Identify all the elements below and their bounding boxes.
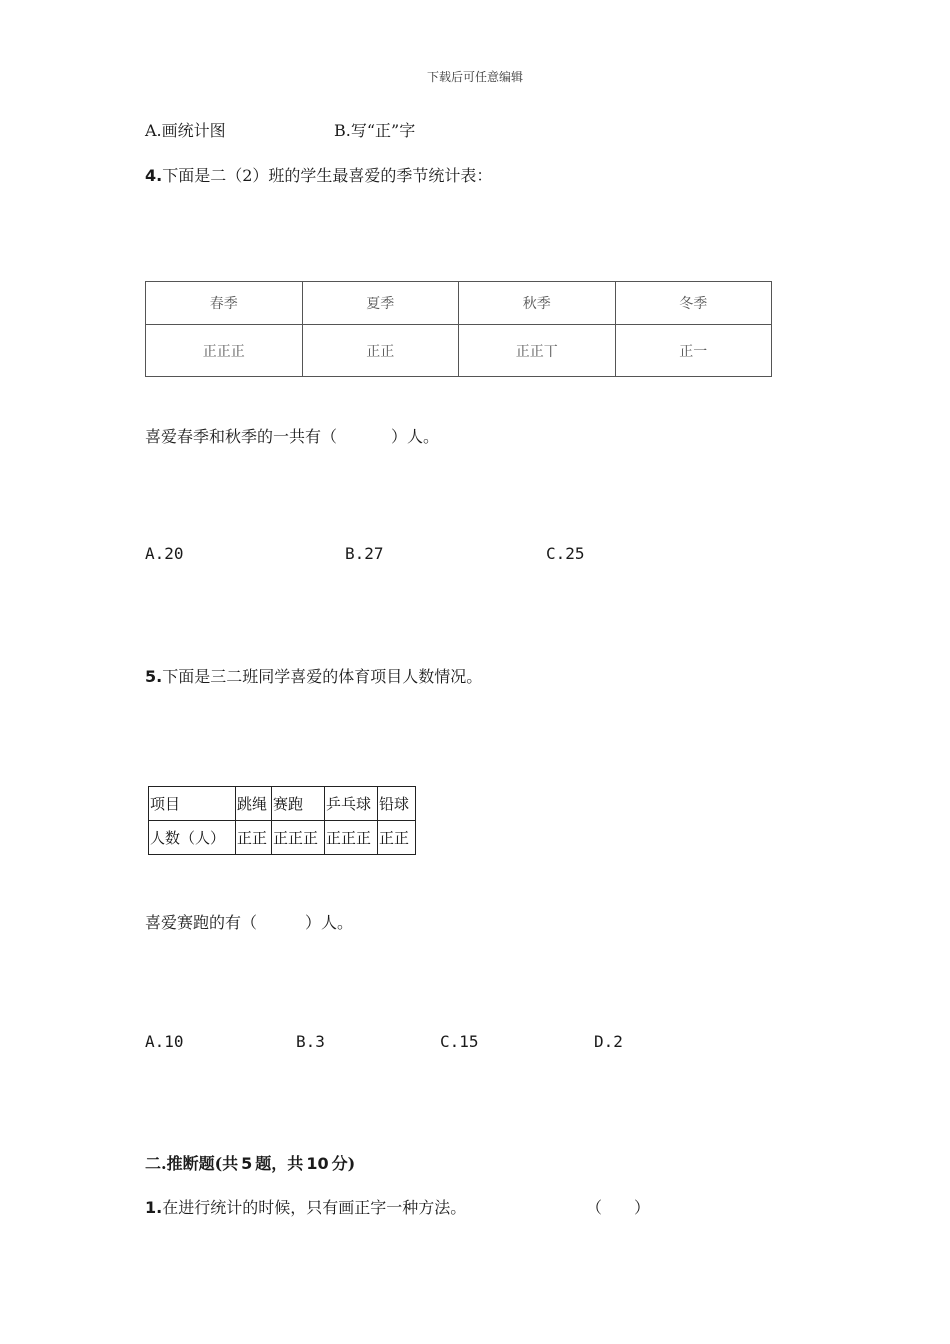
- question-5-prompt-before: 喜爱赛跑的有（: [145, 913, 258, 932]
- section-title-post: 分): [331, 1154, 356, 1173]
- season-tally-summer: 正正: [302, 325, 459, 377]
- option-a-prev: A.画统计图: [145, 121, 226, 140]
- season-tally-winter: 正一: [615, 325, 772, 377]
- sport-count-label: 人数（人）: [149, 821, 236, 855]
- q5-option-b: B.3: [296, 1032, 325, 1051]
- question-4-text: 下面是二（2）班的学生最喜爱的季节统计表：: [162, 166, 493, 185]
- question-count: 5: [241, 1154, 253, 1173]
- judge-question-1-number: 1.: [145, 1198, 163, 1217]
- question-5: [145, 664, 482, 687]
- section-title-mid: 题，共: [255, 1154, 304, 1173]
- season-header-summer: 夏季: [302, 282, 459, 325]
- question-4-number: 4.: [145, 166, 163, 185]
- q5-option-d: D.2: [594, 1032, 623, 1051]
- season-tally-spring: 正正正: [146, 325, 303, 377]
- season-header-winter: 冬季: [615, 282, 772, 325]
- judge-question-1: [145, 1195, 466, 1218]
- page-header: 下载后可任意编辑: [426, 70, 523, 84]
- section-2-title: [145, 1151, 355, 1174]
- sport-count-jumprope: 正正: [236, 821, 272, 855]
- question-5-prompt-after: ）人。: [305, 913, 354, 932]
- sport-header-jumprope: 跳绳: [236, 787, 272, 821]
- q4-option-c: C.25: [546, 544, 585, 563]
- question-4-prompt-after: ）人。: [391, 427, 440, 446]
- sport-count-running: 正正正: [272, 821, 325, 855]
- sport-header-running: 赛跑: [272, 787, 325, 821]
- sport-header-shotput: 铅球: [378, 787, 416, 821]
- sport-count-table: [148, 786, 416, 855]
- question-5-prompt: [145, 910, 353, 933]
- sport-count-shotput: 正正: [378, 821, 416, 855]
- q5-option-a: A.10: [145, 1032, 184, 1051]
- sport-header-item: 项目: [149, 787, 236, 821]
- q4-option-b: B.27: [345, 544, 384, 563]
- question-4: [145, 163, 492, 186]
- season-tally-table: [145, 281, 772, 377]
- question-5-text: 下面是三二班同学喜爱的体育项目人数情况。: [162, 667, 483, 686]
- q5-option-c: C.15: [440, 1032, 479, 1051]
- sport-count-pingpong: 正正正: [325, 821, 378, 855]
- question-4-prompt-before: 喜爱春季和秋季的一共有（: [145, 427, 338, 446]
- question-5-number: 5.: [145, 667, 163, 686]
- judge-question-1-text: 在进行统计的时候，只有画正字一种方法。: [162, 1198, 467, 1217]
- sport-header-pingpong: 乒乓球: [325, 787, 378, 821]
- season-header-autumn: 秋季: [459, 282, 616, 325]
- season-header-spring: 春季: [146, 282, 303, 325]
- judge-answer-paren: （ ）: [586, 1198, 651, 1217]
- season-tally-autumn: 正正丅: [459, 325, 616, 377]
- option-b-prev: B.写“正”字: [334, 121, 416, 140]
- section-title-pre: 二.推断题(共: [145, 1154, 239, 1173]
- question-4-prompt: [145, 424, 439, 447]
- q4-option-a: A.20: [145, 544, 184, 563]
- score-total: 10: [306, 1154, 329, 1173]
